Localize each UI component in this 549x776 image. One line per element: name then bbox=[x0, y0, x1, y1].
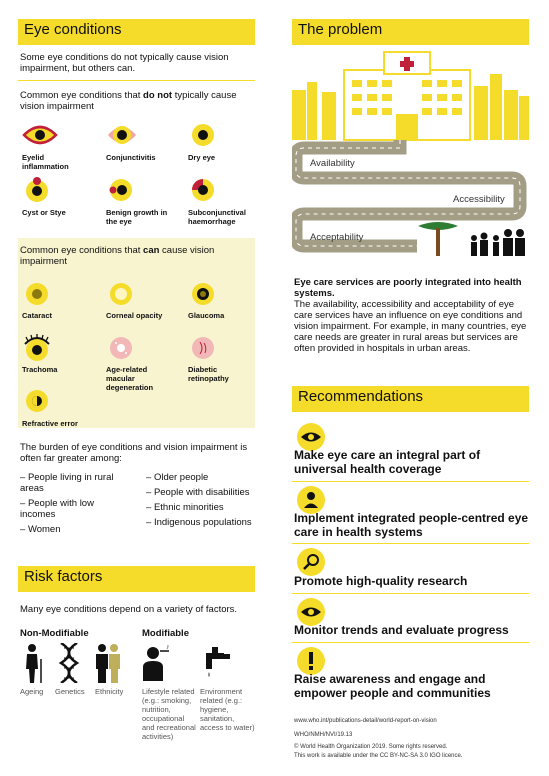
can-cause-heading-bold: can bbox=[143, 245, 160, 256]
ageing-label: Ageing bbox=[20, 687, 44, 696]
glaucoma-label: Glaucoma bbox=[188, 311, 225, 320]
burden-right-2-text: Ethnic minorities bbox=[153, 502, 224, 513]
problem-bold-text: Eye care services are poorly integrated into health systems. bbox=[294, 277, 522, 299]
dry-eye-label: Dry eye bbox=[188, 153, 216, 162]
eyelid-inflammation-icon bbox=[22, 122, 58, 148]
recommendations-header bbox=[292, 386, 529, 412]
footer-url[interactable]: www.who.int/publications-detail/world-report-on-vision bbox=[294, 718, 437, 724]
divider bbox=[292, 642, 529, 643]
can-cause-heading bbox=[20, 245, 250, 267]
eyelid-inflammation-label: Eyelid inflammation bbox=[22, 153, 69, 171]
not-cause-heading-pre: Common eye conditions that bbox=[20, 90, 144, 101]
benign-growth-icon bbox=[106, 176, 136, 204]
modifiable-label: Modifiable bbox=[142, 628, 189, 639]
recommendation-1: Implement integrated people-centred eye care in health systems bbox=[294, 511, 529, 539]
divider bbox=[292, 593, 529, 594]
refractive-error-label: Refractive error bbox=[22, 419, 78, 428]
city-road-illustration bbox=[292, 48, 529, 263]
research-icon bbox=[296, 547, 326, 577]
environment-label: Environment related (e.g.: hygiene, sanitation, access to water) bbox=[200, 687, 255, 732]
burden-left-1-text: People with low incomes bbox=[20, 498, 94, 520]
footer-licence: This work is available under the CC BY-NC-SA 3.0 IGO licence. bbox=[294, 753, 463, 759]
recommendation-0: Make eye care an integral part of universal health coverage bbox=[294, 448, 481, 476]
trachoma-label: Trachoma bbox=[22, 365, 58, 374]
eye-conditions-title: Eye conditions bbox=[24, 21, 122, 38]
road-label-acceptability: Acceptability bbox=[310, 232, 364, 243]
conjunctivitis-label: Conjunctivitis bbox=[106, 153, 156, 162]
can-cause-heading-post: cause vision impairment bbox=[20, 245, 215, 267]
risk-factors-title: Risk factors bbox=[24, 568, 103, 585]
eye-conditions-intro: Some eye conditions do not typically cause vision impairment, but others can. bbox=[20, 52, 229, 74]
diabetic-retinopathy-icon bbox=[188, 334, 218, 362]
macular-degeneration-label: Age-related macular degeneration bbox=[106, 365, 154, 392]
risk-factors-header bbox=[18, 566, 255, 592]
ethnicity-label: Ethnicity bbox=[95, 687, 124, 696]
cyst-or-stye-label: Cyst or Stye bbox=[22, 208, 66, 217]
cataract-label: Cataract bbox=[22, 311, 53, 320]
divider bbox=[292, 481, 529, 482]
non-modifiable-label: Non-Modifiable bbox=[20, 628, 89, 639]
cyst-or-stye-icon bbox=[22, 176, 52, 204]
trachoma-icon bbox=[22, 334, 52, 362]
problem-body-text: The availability, accessibility and acceptability of eye care services have an influence on eye conditions and vision impairment. For example, in many countries, eye care needs are greater in rural areas but services are often provided in hospitals in urban areas. bbox=[294, 299, 527, 354]
not-cause-heading-bold: do not bbox=[143, 90, 173, 101]
road-label-availability: Availability bbox=[310, 158, 355, 169]
eye-conditions-header bbox=[18, 19, 255, 45]
burden-left-1: – People with low incomes bbox=[20, 498, 94, 520]
refractive-error-icon bbox=[22, 388, 52, 414]
burden-right-0-text: Older people bbox=[153, 472, 209, 483]
burden-left-0: – People living in rural areas bbox=[20, 472, 114, 494]
burden-left-2: – Women bbox=[20, 524, 61, 535]
benign-growth-label: Benign growth in the eye bbox=[106, 208, 168, 226]
burden-left-0-text: People living in rural areas bbox=[20, 472, 114, 494]
divider bbox=[292, 543, 529, 544]
burden-text: The burden of eye conditions and vision impairment is often far greater among: bbox=[20, 442, 248, 464]
lifestyle-icon bbox=[142, 645, 170, 683]
cataract-icon bbox=[22, 281, 52, 307]
recommendation-3: Monitor trends and evaluate progress bbox=[294, 623, 509, 637]
diabetic-retinopathy-label: Diabetic retinopathy bbox=[188, 365, 229, 383]
footer-copyright: © World Health Organization 2019. Some rights reserved. bbox=[294, 744, 448, 750]
can-cause-heading-pre: Common eye conditions that bbox=[20, 245, 144, 256]
burden-right-0: – Older people bbox=[146, 472, 209, 483]
ethnicity-icon bbox=[93, 643, 123, 683]
ageing-icon bbox=[22, 643, 48, 683]
glaucoma-icon bbox=[188, 281, 218, 307]
genetics-icon bbox=[58, 643, 80, 683]
recommendation-2: Promote high-quality research bbox=[294, 574, 468, 588]
burden-right-1: – People with disabilities bbox=[146, 487, 250, 498]
not-cause-heading-post: typically cause vision impairment bbox=[20, 90, 237, 112]
road-label-accessibility: Accessibility bbox=[453, 194, 505, 205]
not-cause-heading bbox=[20, 90, 250, 112]
environment-tap-icon bbox=[202, 645, 234, 681]
burden-right-3: – Indigenous populations bbox=[146, 517, 252, 528]
burden-right-1-text: People with disabilities bbox=[153, 487, 250, 498]
macular-degeneration-icon bbox=[106, 334, 136, 362]
problem-title: The problem bbox=[298, 21, 383, 38]
footer-ref: WHO/NMH/NVI/19.13 bbox=[294, 732, 353, 738]
lifestyle-label: Lifestyle related (e.g.: smoking, nutrition, occupational and recreational activities) bbox=[142, 687, 196, 741]
burden-right-3-text: Indigenous populations bbox=[153, 517, 252, 528]
genetics-label: Genetics bbox=[55, 687, 85, 696]
burden-left-2-text: Women bbox=[27, 524, 61, 535]
recommendation-4: Raise awareness and engage and empower people and communities bbox=[294, 672, 491, 700]
conjunctivitis-icon bbox=[106, 122, 138, 148]
risk-factors-intro: Many eye conditions depend on a variety of factors. bbox=[20, 604, 238, 615]
dry-eye-icon bbox=[188, 122, 218, 148]
burden-right-2: – Ethnic minorities bbox=[146, 502, 224, 513]
subconjunctival-haemorrhage-icon bbox=[188, 176, 218, 204]
subconjunctival-haemorrhage-label: Subconjunctival haemorrhage bbox=[188, 208, 246, 226]
problem-header bbox=[292, 19, 529, 45]
divider bbox=[18, 80, 255, 81]
corneal-opacity-icon bbox=[106, 281, 136, 307]
recommendations-title: Recommendations bbox=[298, 388, 424, 405]
corneal-opacity-label: Corneal opacity bbox=[106, 311, 163, 320]
